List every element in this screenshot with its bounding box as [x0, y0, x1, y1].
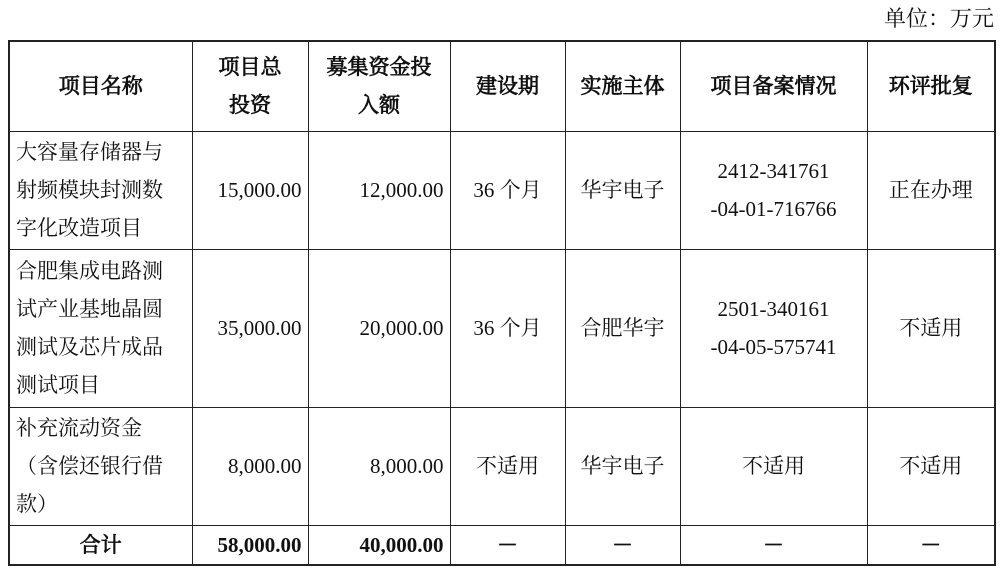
raised-funds-cell: 20,000.00: [308, 249, 450, 407]
project-name-line: 款）: [16, 492, 58, 516]
filing-status-cell: [680, 249, 867, 407]
header-raised-funds: [308, 41, 450, 131]
project-name-line: 测试项目: [16, 373, 100, 397]
header-construction-period: 建设期: [450, 41, 565, 131]
total-investment-sum: 58,000.00: [192, 525, 308, 565]
header-eia-approval: 环评批复: [867, 41, 995, 131]
eia-approval-cell: 不适用: [867, 249, 995, 407]
total-investment-cell: 35,000.00: [192, 249, 308, 407]
project-name-cell: [9, 407, 192, 525]
total-eia-dash: －: [867, 525, 995, 565]
implementing-entity-cell: 合肥华宇: [565, 249, 680, 407]
project-name-line: （含偿还银行借: [16, 454, 163, 478]
eia-approval-cell: 正在办理: [867, 131, 995, 249]
header-total-investment-line2: 投资: [229, 93, 271, 118]
filing-status-cell: 不适用: [680, 407, 867, 525]
eia-approval-cell: 不适用: [867, 407, 995, 525]
filing-code-line: 2412-341761: [717, 159, 830, 183]
project-name-line: 大容量存储器与: [16, 140, 163, 164]
header-raised-funds-line2: 入额: [358, 93, 400, 118]
header-filing-status: 项目备案情况: [680, 41, 867, 131]
total-investment-cell: 8,000.00: [192, 407, 308, 525]
filing-code-line: 2501-340161: [717, 297, 830, 321]
header-raised-funds-line1: 募集资金投: [326, 55, 432, 80]
project-name-cell: [9, 249, 192, 407]
total-investment-cell: 15,000.00: [192, 131, 308, 249]
total-row: [9, 525, 995, 565]
project-name-line: 试产业基地晶圆: [16, 297, 163, 321]
header-project-name: 项目名称: [9, 41, 192, 131]
header-implementing-entity: 实施主体: [565, 41, 680, 131]
project-name-line: 合肥集成电路测: [16, 259, 163, 283]
implementing-entity-cell: 华宇电子: [565, 407, 680, 525]
construction-period-cell: 36 个月: [450, 131, 565, 249]
implementing-entity-cell: 华宇电子: [565, 131, 680, 249]
total-period-dash: －: [450, 525, 565, 565]
project-name-line: 射频模块封测数: [16, 178, 163, 202]
construction-period-cell: 36 个月: [450, 249, 565, 407]
raised-funds-cell: 12,000.00: [308, 131, 450, 249]
project-name-line: 补充流动资金: [16, 416, 142, 440]
header-total-investment: [192, 41, 308, 131]
table-row: [9, 131, 995, 249]
header-total-investment-line1: 项目总: [218, 55, 282, 80]
filing-code-line: -04-01-716766: [710, 197, 837, 221]
total-entity-dash: －: [565, 525, 680, 565]
project-name-cell: [9, 131, 192, 249]
project-name-line: 测试及芯片成品: [16, 335, 163, 359]
raised-funds-sum: 40,000.00: [308, 525, 450, 565]
construction-period-cell: 不适用: [450, 407, 565, 525]
table-row: [9, 407, 995, 525]
filing-status-cell: [680, 131, 867, 249]
total-filing-dash: －: [680, 525, 867, 565]
total-label: 合计: [9, 525, 192, 565]
filing-code-line: -04-05-575741: [710, 335, 837, 359]
raised-funds-cell: 8,000.00: [308, 407, 450, 525]
unit-label: 单位：万元: [883, 6, 994, 31]
table-row: [9, 249, 995, 407]
project-name-line: 字化改造项目: [16, 216, 142, 240]
header-row: [9, 41, 995, 131]
project-table: [8, 40, 996, 566]
